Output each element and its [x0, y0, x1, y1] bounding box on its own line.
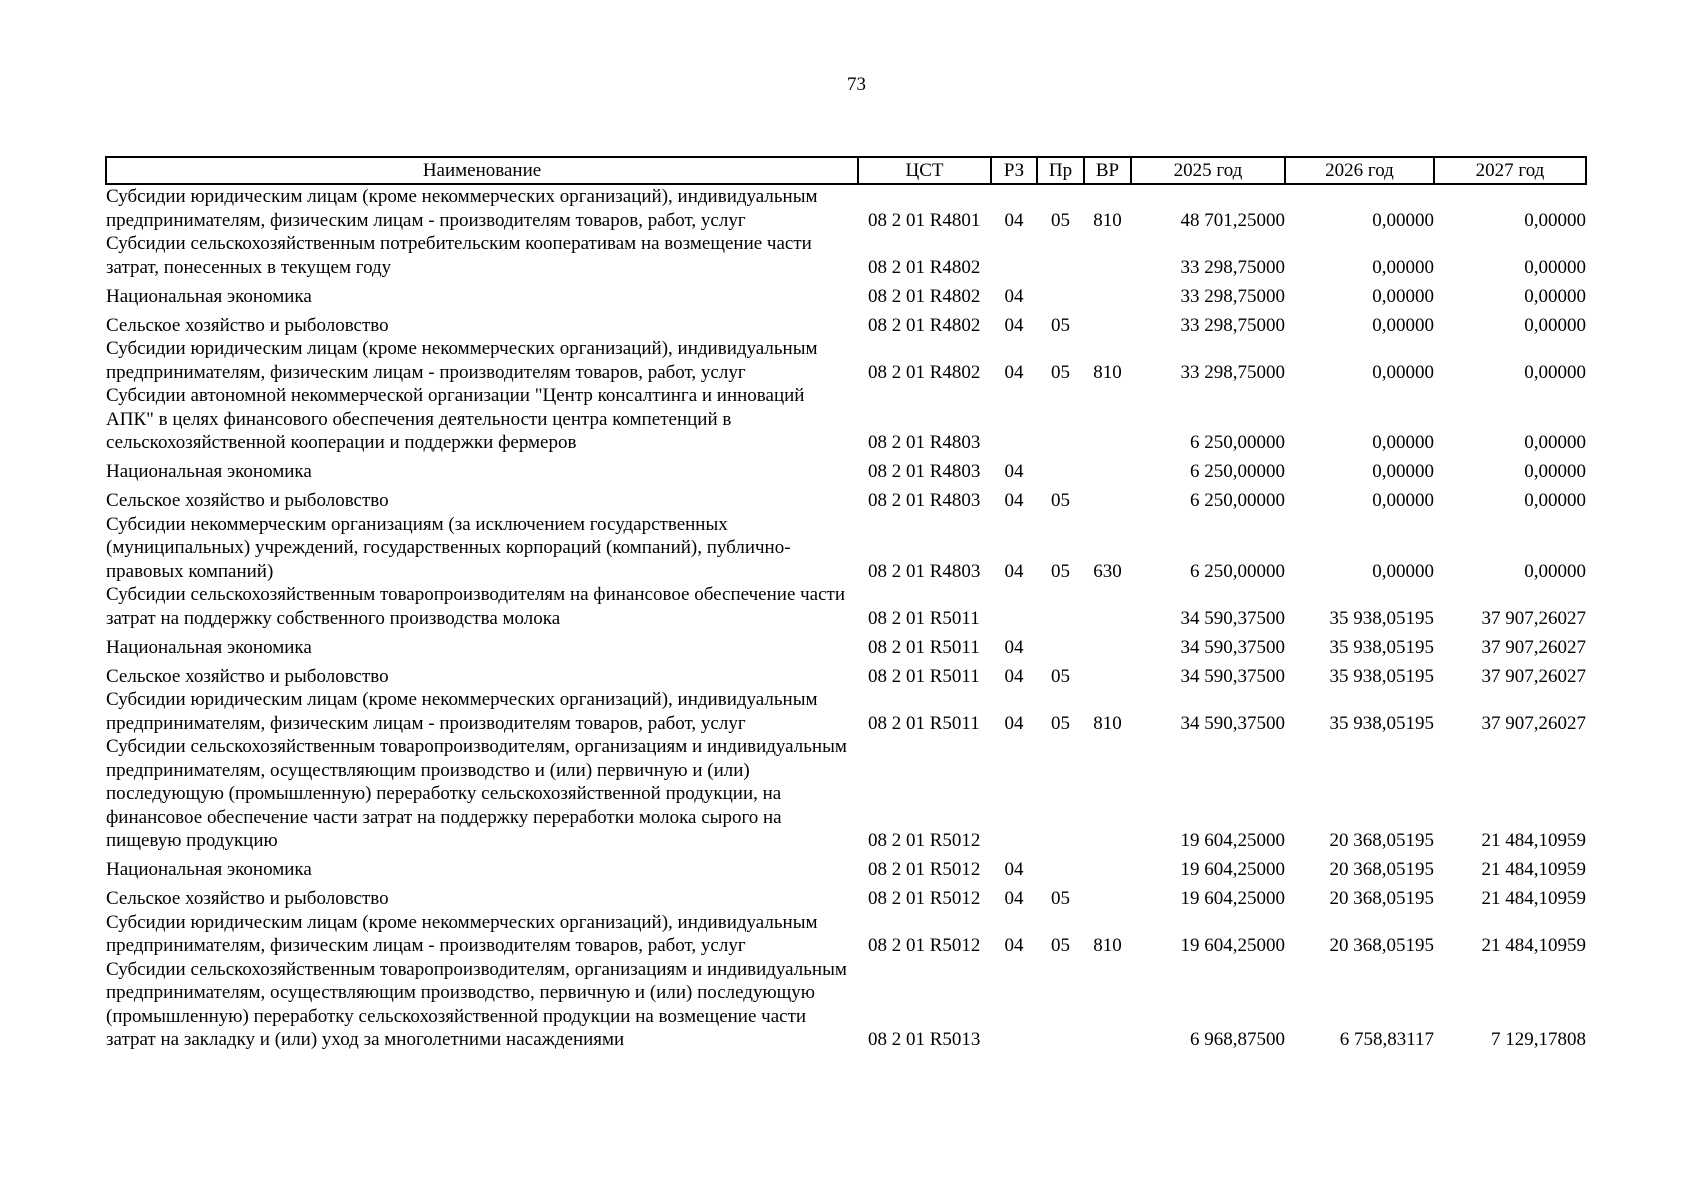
amount-2026-cell: 0,00000 [1372, 256, 1434, 278]
vr-cell: 810 [1093, 361, 1122, 383]
amount-2027-cell: 0,00000 [1524, 432, 1586, 453]
amount-2026-cell: 0,00000 [1372, 461, 1434, 482]
vr-cell: 810 [1093, 712, 1122, 734]
header-pr: Пр [1037, 157, 1084, 184]
name-cell: Субсидии юридическим лицам (кроме некоммерческих организаций), индивидуальным предпринимателям, физическим лицам - производителям товаров, работ, услуг [106, 338, 818, 383]
amount-2025-cell: 19 604,25000 [1180, 830, 1285, 851]
pr-cell [1037, 735, 1084, 853]
pr-cell: 05 [1051, 361, 1070, 383]
header-cst: ЦСТ [858, 157, 991, 184]
name-cell: Субсидии сельскохозяйственным товаропроизводителям, организациям и индивидуальным предпринимателям, осуществляющим производство, первичную и (или) последующую (промышленную) переработку сельскохозяйственной продукции на возмещение части затрат на закладку и (или) уход за многолетними насаждениями [106, 958, 847, 1050]
table-row [106, 853, 1586, 882]
rz-cell: 04 [1004, 712, 1024, 734]
amount-2026-cell: 0,00000 [1372, 209, 1434, 231]
amount-2027-cell: 0,00000 [1524, 256, 1586, 278]
name-cell: Национальная экономика [106, 461, 312, 482]
amount-2027-cell: 37 907,26027 [1481, 607, 1586, 629]
vr-cell [1084, 630, 1131, 659]
table-header-row [106, 157, 1586, 184]
amount-2025-cell: 6 250,00000 [1190, 461, 1285, 482]
vr-cell [1084, 735, 1131, 853]
rz-cell: 04 [1004, 935, 1024, 956]
cst-cell: 08 2 01 R5012 [868, 888, 981, 909]
table-row [106, 882, 1586, 911]
name-cell: Субсидии сельскохозяйственным потребительским кооперативам на возмещение части затрат, понесенных в текущем году [106, 233, 812, 278]
rz-cell [991, 958, 1037, 1052]
header-year-2026: 2026 год [1285, 157, 1434, 184]
amount-2026-cell: 35 938,05195 [1329, 607, 1434, 629]
cst-cell: 08 2 01 R4803 [868, 432, 981, 453]
amount-2026-cell: 0,00000 [1372, 490, 1434, 511]
cst-cell: 08 2 01 R5011 [868, 665, 980, 687]
budget-table [105, 156, 1587, 1052]
table-row [106, 735, 1586, 853]
rz-cell: 04 [1004, 361, 1024, 383]
table-row [106, 630, 1586, 659]
table-row [106, 958, 1586, 1052]
table-row [106, 184, 1586, 232]
header-rz: РЗ [991, 157, 1037, 184]
cst-cell: 08 2 01 R5012 [868, 935, 981, 956]
vr-cell [1084, 853, 1131, 882]
vr-cell [1084, 882, 1131, 911]
table-row [106, 308, 1586, 337]
pr-cell: 05 [1051, 665, 1070, 687]
table-row [106, 337, 1586, 384]
amount-2027-cell: 21 484,10959 [1481, 859, 1586, 880]
rz-cell: 04 [1004, 636, 1024, 658]
name-cell: Сельское хозяйство и рыболовство [106, 888, 389, 909]
vr-cell [1084, 455, 1131, 484]
name-cell: Субсидии сельскохозяйственным товаропроизводителям на финансовое обеспечение части затрат на поддержку собственного производства молока [106, 584, 846, 629]
name-cell: Субсидии автономной некоммерческой организации "Центр консалтинга и инноваций АПК" в целях финансового обеспечения деятельности центра компетенций в сельскохозяйственной кооперации и поддержки фермеров [106, 385, 805, 453]
pr-cell [1037, 455, 1084, 484]
page-number: 73 [847, 74, 866, 95]
pr-cell [1037, 279, 1084, 308]
cst-cell: 08 2 01 R4803 [868, 560, 981, 582]
vr-cell [1084, 384, 1131, 455]
rz-cell: 04 [1004, 461, 1024, 482]
vr-cell: 630 [1093, 560, 1122, 582]
name-cell: Сельское хозяйство и рыболовство [106, 314, 389, 336]
amount-2025-cell: 34 590,37500 [1180, 636, 1285, 658]
cst-cell: 08 2 01 R4803 [868, 490, 981, 511]
pr-cell: 05 [1051, 209, 1070, 231]
name-cell: Национальная экономика [106, 859, 312, 880]
table-row [106, 279, 1586, 308]
amount-2025-cell: 6 250,00000 [1190, 432, 1285, 453]
amount-2027-cell: 21 484,10959 [1481, 830, 1586, 851]
amount-2025-cell: 33 298,75000 [1180, 256, 1285, 278]
cst-cell: 08 2 01 R4802 [868, 314, 981, 336]
table-row [106, 583, 1586, 630]
amount-2027-cell: 21 484,10959 [1481, 935, 1586, 956]
amount-2026-cell: 0,00000 [1372, 432, 1434, 453]
amount-2026-cell: 20 368,05195 [1329, 830, 1434, 851]
name-cell: Субсидии юридическим лицам (кроме некоммерческих организаций), индивидуальным предпринимателям, физическим лицам - производителям товаров, работ, услуг [106, 186, 818, 231]
amount-2026-cell: 0,00000 [1372, 560, 1434, 582]
amount-2027-cell: 37 907,26027 [1481, 636, 1586, 658]
header-year-2027: 2027 год [1434, 157, 1586, 184]
rz-cell: 04 [1004, 665, 1024, 687]
header-name: Наименование [106, 157, 858, 184]
amount-2027-cell: 0,00000 [1524, 209, 1586, 231]
rz-cell [991, 232, 1037, 279]
amount-2025-cell: 6 968,87500 [1190, 1029, 1285, 1050]
amount-2025-cell: 34 590,37500 [1180, 712, 1285, 734]
amount-2026-cell: 6 758,83117 [1339, 1029, 1434, 1050]
vr-cell [1084, 583, 1131, 630]
pr-cell [1037, 853, 1084, 882]
cst-cell: 08 2 01 R5013 [868, 1029, 981, 1050]
amount-2026-cell: 35 938,05195 [1329, 665, 1434, 687]
cst-cell: 08 2 01 R5011 [868, 712, 980, 734]
table-row [106, 455, 1586, 484]
vr-cell [1084, 659, 1131, 688]
table-row [106, 659, 1586, 688]
cst-cell: 08 2 01 R4802 [868, 256, 981, 278]
amount-2025-cell: 34 590,37500 [1180, 607, 1285, 629]
amount-2025-cell: 6 250,00000 [1190, 560, 1285, 582]
rz-cell: 04 [1004, 209, 1024, 231]
amount-2027-cell: 0,00000 [1524, 461, 1586, 482]
cst-cell: 08 2 01 R5011 [868, 607, 980, 629]
amount-2025-cell: 48 701,25000 [1180, 209, 1285, 231]
table-row [106, 232, 1586, 279]
vr-cell [1084, 958, 1131, 1052]
rz-cell: 04 [1004, 888, 1024, 909]
amount-2027-cell: 37 907,26027 [1481, 665, 1586, 687]
pr-cell [1037, 232, 1084, 279]
amount-2027-cell: 0,00000 [1524, 314, 1586, 336]
name-cell: Сельское хозяйство и рыболовство [106, 490, 389, 511]
amount-2025-cell: 34 590,37500 [1180, 665, 1285, 687]
header-year-2025: 2025 год [1131, 157, 1285, 184]
cst-cell: 08 2 01 R4801 [868, 209, 981, 231]
cst-cell: 08 2 01 R5012 [868, 830, 981, 851]
pr-cell [1037, 384, 1084, 455]
vr-cell [1084, 279, 1131, 308]
rz-cell [991, 583, 1037, 630]
pr-cell [1037, 630, 1084, 659]
amount-2025-cell: 6 250,00000 [1190, 490, 1285, 511]
name-cell: Сельское хозяйство и рыболовство [106, 665, 389, 687]
amount-2027-cell: 0,00000 [1524, 490, 1586, 511]
amount-2027-cell: 0,00000 [1524, 285, 1586, 307]
header-vr: ВР [1084, 157, 1131, 184]
amount-2026-cell: 20 368,05195 [1329, 888, 1434, 909]
table-row [106, 484, 1586, 513]
rz-cell [991, 735, 1037, 853]
pr-cell: 05 [1051, 935, 1070, 956]
pr-cell [1037, 958, 1084, 1052]
name-cell: Национальная экономика [106, 285, 312, 307]
vr-cell [1084, 308, 1131, 337]
cst-cell: 08 2 01 R5012 [868, 859, 981, 880]
table-row [106, 688, 1586, 735]
name-cell: Национальная экономика [106, 636, 312, 658]
pr-cell [1037, 583, 1084, 630]
amount-2025-cell: 33 298,75000 [1180, 285, 1285, 307]
amount-2026-cell: 35 938,05195 [1329, 636, 1434, 658]
vr-cell [1084, 232, 1131, 279]
amount-2025-cell: 33 298,75000 [1180, 361, 1285, 383]
pr-cell: 05 [1051, 560, 1070, 582]
amount-2025-cell: 19 604,25000 [1180, 888, 1285, 909]
pr-cell: 05 [1051, 490, 1070, 511]
amount-2025-cell: 19 604,25000 [1180, 935, 1285, 956]
cst-cell: 08 2 01 R4802 [868, 361, 981, 383]
table-body [106, 184, 1586, 1052]
amount-2027-cell: 7 129,17808 [1491, 1029, 1586, 1050]
rz-cell: 04 [1004, 490, 1024, 511]
amount-2027-cell: 37 907,26027 [1481, 712, 1586, 734]
amount-2026-cell: 0,00000 [1372, 361, 1434, 383]
table-row [106, 384, 1586, 455]
table-row [106, 513, 1586, 584]
amount-2025-cell: 19 604,25000 [1180, 859, 1285, 880]
rz-cell: 04 [1004, 560, 1024, 582]
name-cell: Субсидии сельскохозяйственным товаропроизводителям, организациям и индивидуальным предпринимателям, осуществляющим производство и (или) первичную и (или) последующую (промышленную) переработку сельскохозяйственной продукции, на финансовое обеспечение части затрат на поддержку переработки молока сырого на пищевую продукцию [106, 736, 847, 851]
rz-cell: 04 [1004, 285, 1024, 307]
cst-cell: 08 2 01 R4803 [868, 461, 981, 482]
amount-2025-cell: 33 298,75000 [1180, 314, 1285, 336]
amount-2026-cell: 0,00000 [1372, 314, 1434, 336]
pr-cell: 05 [1051, 712, 1070, 734]
cst-cell: 08 2 01 R4802 [868, 285, 981, 307]
amount-2026-cell: 20 368,05195 [1329, 935, 1434, 956]
table-row [106, 911, 1586, 958]
name-cell: Субсидии юридическим лицам (кроме некоммерческих организаций), индивидуальным предпринимателям, физическим лицам - производителям товаров, работ, услуг [106, 911, 818, 956]
amount-2027-cell: 21 484,10959 [1481, 888, 1586, 909]
amount-2027-cell: 0,00000 [1524, 560, 1586, 582]
rz-cell: 04 [1004, 314, 1024, 336]
rz-cell [991, 384, 1037, 455]
vr-cell [1084, 484, 1131, 513]
pr-cell: 05 [1051, 888, 1070, 909]
name-cell: Субсидии некоммерческим организациям (за исключением государственных (муниципальных) учреждений, государственных корпораций (компаний), публично-правовых компаний) [106, 513, 791, 582]
amount-2027-cell: 0,00000 [1524, 361, 1586, 383]
amount-2026-cell: 0,00000 [1372, 285, 1434, 307]
cst-cell: 08 2 01 R5011 [868, 636, 980, 658]
amount-2026-cell: 35 938,05195 [1329, 712, 1434, 734]
vr-cell: 810 [1093, 935, 1122, 956]
rz-cell: 04 [1004, 859, 1024, 880]
vr-cell: 810 [1093, 209, 1122, 231]
name-cell: Субсидии юридическим лицам (кроме некоммерческих организаций), индивидуальным предпринимателям, физическим лицам - производителям товаров, работ, услуг [106, 689, 818, 734]
amount-2026-cell: 20 368,05195 [1329, 859, 1434, 880]
pr-cell: 05 [1051, 314, 1070, 336]
